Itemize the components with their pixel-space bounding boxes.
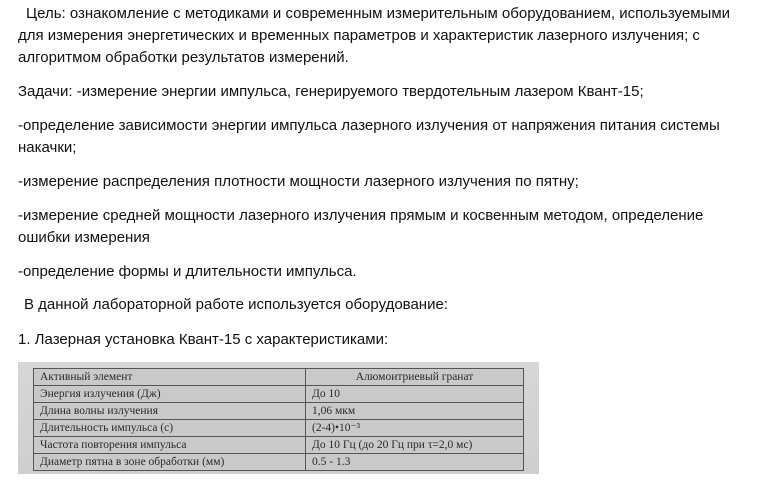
laser-heading: 1. Лазерная установка Квант-15 с характеристиками: [18, 331, 389, 348]
spec-value: До 10 [306, 386, 524, 403]
spec-value: (2-4)•10⁻³ [306, 420, 524, 437]
table-row [34, 454, 524, 471]
spec-value: 0.5 - 1.3 [306, 454, 524, 471]
task-item: -определение зависимости энергии импульса лазерного излучения от напряжения питания системы накачки; [18, 117, 720, 156]
spec-key: Диаметр пятна в зоне обработки (мм) [34, 454, 306, 471]
goal-paragraph: Цель: ознакомление с методиками и современным измерительным оборудованием, используемыми для измерения энергетических и временных параметров и характеристик лазерного излучения; с алгоритмом обработки результатов измерений. [18, 5, 731, 66]
task-item: -измерение распределения плотности мощности лазерного излучения по пятну; [18, 173, 579, 190]
table-row [34, 437, 524, 454]
tasks-intro: Задачи: -измерение энергии импульса, генерируемого твердотельным лазером Квант-15; [18, 83, 644, 100]
table-row [34, 403, 524, 420]
spec-value: Алюмоитриевый гранат [306, 369, 524, 386]
task-item: -измерение средней мощности лазерного излучения прямым и косвенным методом, определение ошибки измерения [18, 207, 704, 246]
spec-key: Частота повторения импульса [34, 437, 306, 454]
table-row [34, 420, 524, 437]
table-row [34, 369, 524, 386]
spec-key: Длина волны излучения [34, 403, 306, 420]
table-row [34, 386, 524, 403]
spec-table [33, 368, 524, 471]
spec-table-scan [18, 362, 539, 474]
spec-value: 1,06 мкм [306, 403, 524, 420]
spec-value: До 10 Гц (до 20 Гц при τ=2,0 мс) [306, 437, 524, 454]
spec-key: Энергия излучения (Дж) [34, 386, 306, 403]
spec-key: Длительность импульса (с) [34, 420, 306, 437]
equipment-intro: В данной лабораторной работе используется оборудование: [24, 296, 448, 313]
task-item: -определение формы и длительности импульса. [18, 263, 357, 280]
spec-key: Активный элемент [34, 369, 306, 386]
